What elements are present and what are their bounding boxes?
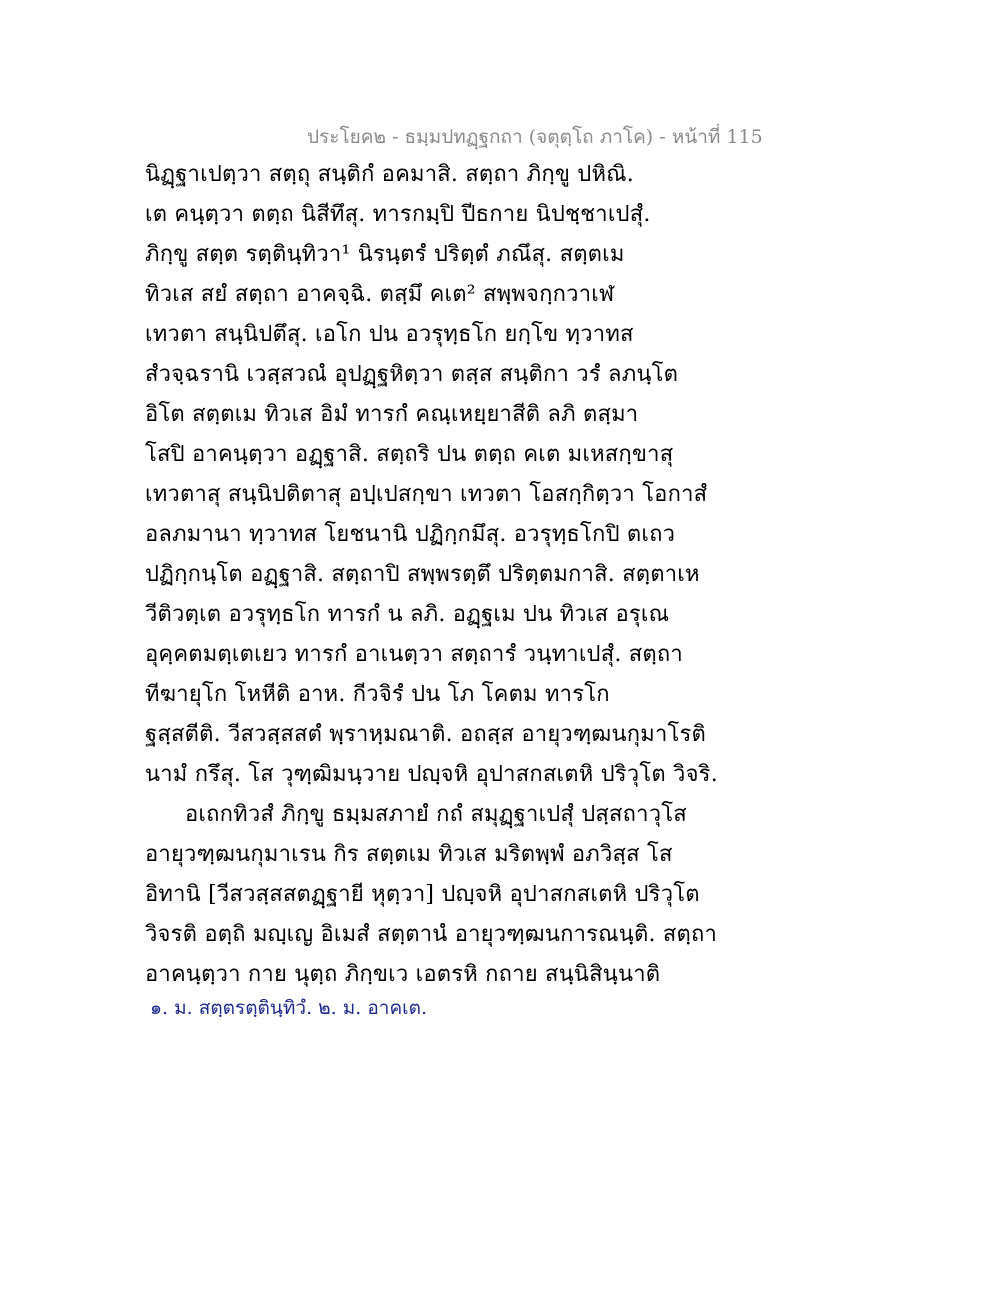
text-line: อลภมานา ทฺวาทส โยชนานิ ปฏิกฺกมึสุ. อวรุทฺธโกปิ ตเถว: [145, 522, 676, 547]
text-line: อายุวฑฺฒนกุมาเรน กิร สตฺตเม ทิวเส มริตพฺพํ อภวิสฺส โส: [145, 842, 673, 867]
footnote: ๑. ม. สตฺตรตฺตินฺทิวํ. ๒. ม. อาคเต.: [150, 997, 428, 1019]
text-line: เทวตาสุ สนฺนิปติตาสุ อปฺเปสกฺขา เทวตา โอสกฺกิตฺวา โอกาสํ: [145, 482, 708, 507]
text-line: เทวตา สนฺนิปตึสุ. เอโก ปน อวรุทฺธโก ยกฺโข ทฺวาทส: [145, 322, 634, 347]
text-line: ทิวเส สยํ สตฺถา อาคจฺฉิ. ตสฺมึ คเต² สพฺพจกฺกวาเฬ: [145, 282, 615, 307]
text-line: วีติวตฺเต อวรุทฺธโก ทารกํ น ลภิ. อฏฺฐเม ปน ทิวเส อรุเณ: [145, 602, 670, 627]
text-line: ฐสฺสตีติ. วีสวสฺสสตํ พฺราหฺมณาติ. อถสฺส อายุวฑฺฒนกุมาโรติ: [145, 722, 707, 747]
running-header: ประโยค๒ - ธมฺมปทฏฺฐกถา (จตุตฺโถ ภาโค) - หน้าที่ 115: [307, 126, 763, 148]
text-line: โสปิ อาคนฺตฺวา อฏฺฐาสิ. สตฺถริ ปน ตตฺถ คเต มเหสกฺขาสุ: [145, 442, 674, 467]
text-line: ภิกฺขู สตฺต รตฺตินฺทิวา¹ นิรนฺตรํ ปริตฺตํ ภณึสุ. สตฺตเม: [145, 242, 625, 267]
text-line: ทีฆายุโก โหหีติ อาห. กีวจิรํ ปน โภ โคตม ทารโก: [145, 682, 610, 707]
text-line: นามํ กรึสุ. โส วุฑฺฒิมนฺวาย ปญฺจหิ อุปาสกสเตหิ ปริวุโต วิจริ.: [145, 762, 718, 787]
text-line: วิจรติ อตฺถิ มญฺเญ อิเมสํ สตฺตานํ อายุวฑฺฒนการณนฺติ. สตฺถา: [145, 922, 718, 947]
text-line: อิทานิ [วีสวสฺสสตฏฺฐายี หุตฺวา] ปญฺจหิ อุปาสกสเตหิ ปริวุโต: [145, 882, 700, 907]
text-line: เต คนฺตฺวา ตตฺถ นิสีทึสุ. ทารกมฺปิ ปีธกาย นิปชฺชาเปสุํ.: [145, 202, 651, 227]
text-line: สํวจฺฉรานิ เวสฺสวณํ อุปฏฺฐหิตฺวา ตสฺส สนฺติกา วรํ ลภนฺโต: [145, 362, 679, 387]
text-line: ปฏิกฺกนฺโต อฏฺฐาสิ. สตฺถาปิ สพฺพรตฺตึ ปริตฺตมกาสิ. สตฺตาเห: [145, 562, 700, 587]
body-text: [145, 155, 718, 995]
text-line: อาคนฺตฺวา กาย นุตฺถ ภิกฺขเว เอตรหิ กถาย สนฺนิสินฺนาติ: [145, 962, 661, 987]
text-line: อุคฺคตมตฺเตเยว ทารกํ อาเนตฺวา สตฺถารํ วนฺทาเปสุํ. สตฺถา: [145, 642, 683, 667]
text-line: อิโต สตฺตเม ทิวเส อิมํ ทารกํ คณฺเหยฺยาสีติ ลภิ ตสฺมา: [145, 402, 639, 427]
paragraph-start-line: อเถกทิวสํ ภิกฺขู ธมฺมสภายํ กถํ สมุฏฺฐาเปสุํ ปสฺสถาวุโส: [185, 802, 687, 827]
text-line: นิฏฺฐาเปตฺวา สตฺถุ สนฺติกํ อคมาสิ. สตฺถา ภิกฺขู ปหิณิ.: [145, 162, 634, 187]
